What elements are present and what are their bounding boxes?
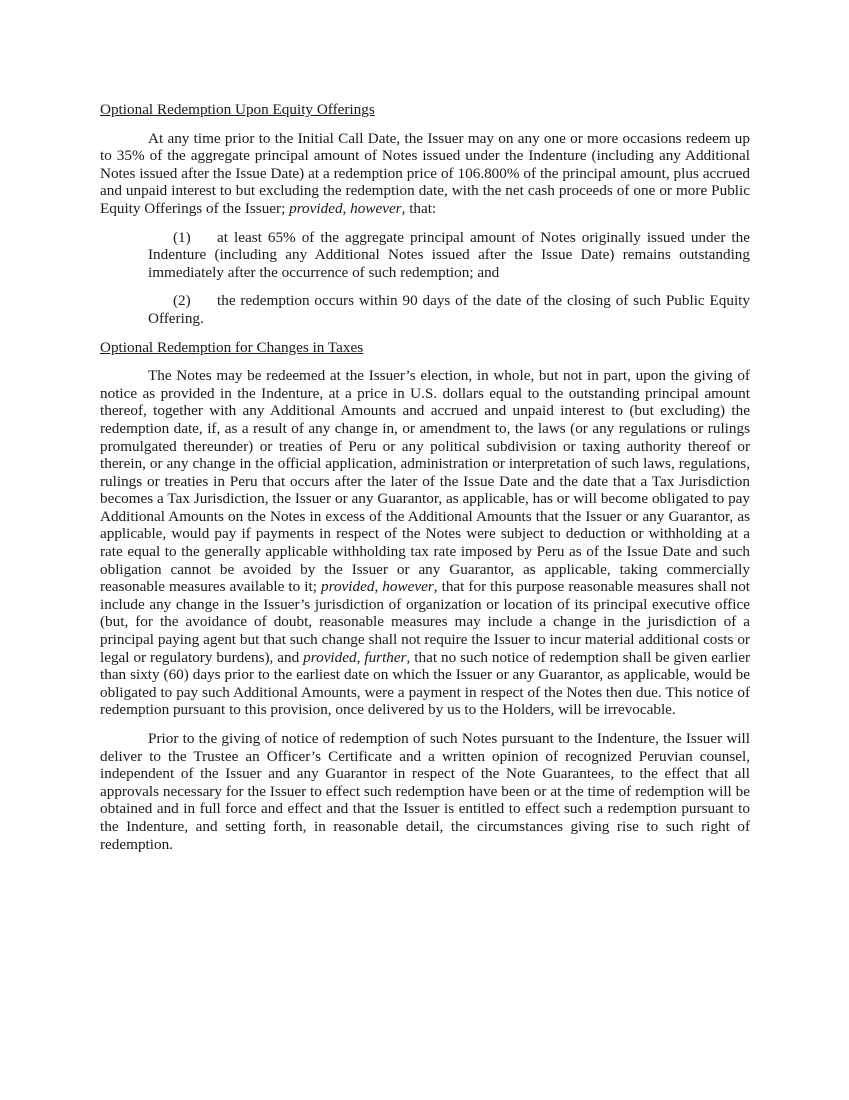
changes-in-taxes-paragraph xyxy=(100,367,750,719)
document-body xyxy=(100,101,750,864)
intro-comma: , xyxy=(342,199,351,217)
taxes-further: further xyxy=(364,648,407,666)
intro-provided: provided xyxy=(289,199,343,217)
taxes-provided: provided xyxy=(321,578,375,596)
taxes-text-a: The Notes may be redeemed at the Issuer’s election, in whole, but not in part, upon the giving of notice as provided in the Indenture, at a price in U.S. dollars equal to the outstanding principal amount thereof, together with any Additional Amounts and accrued and unpaid interest to (but excluding) the redemption date, if, as a result of any change in, or amendment to, the laws (or any regulations or rulings promulgated thereunder) or treaties of Peru or any political subdivision or taxing authority thereof or therein, or any change in the official application, administration or interpretation of such laws, regulations, rulings or treaties in Peru that occurs after the later of the Issue Date and the date that a Tax Jurisdiction becomes a Tax Jurisdiction, the Issuer or any Guarantor, as applicable, has or will become obligated to pay Additional Amounts on the Notes in excess of the Additional Amounts that the Issuer or any Guarantor, as applicable, would pay if payments in respect of the Notes were subject to deduction or withholding at a rate equal to the generally applicable withholding tax rate imposed by Peru as of the Issue Date and such obligation cannot be avoided by the Issuer or any Guarantor, as applicable, taking commercially reasonable measures available to it; xyxy=(100,367,750,596)
list-item-text: at least 65% of the aggregate principal amount of Notes originally issued under the Indenture (including any Additional Notes issued after the Issue Date) remains outstanding immediately after the occurrence of such redemption; and xyxy=(148,228,750,281)
list-item-number: (1) xyxy=(173,228,191,246)
intro-however: however xyxy=(350,199,402,217)
taxes-text-b: , that for this purpose reasonable measures shall not include any change in the Issuer’s jurisdiction of organization or location of its principal executive office (but, for the avoidance of doubt, reasonable measures may include a change in the jurisdiction of a principal paying agent but that such change shall not require the Issuer to incur material additional costs or legal or regulatory burdens), and xyxy=(100,578,751,666)
list-item-number: (2) xyxy=(173,292,191,310)
taxes-comma: , xyxy=(374,578,383,596)
taxes-provided-2: provided xyxy=(303,648,357,666)
section-heading-changes-in-taxes: Optional Redemption for Changes in Taxes xyxy=(100,338,364,356)
taxes-however: however xyxy=(382,578,434,596)
intro-end: , that: xyxy=(401,199,437,217)
taxes-comma-2: , xyxy=(356,648,365,666)
list-item xyxy=(148,292,750,327)
list-item xyxy=(148,229,750,282)
opinion-paragraph: Prior to the giving of notice of redemption of such Notes pursuant to the Indenture, the Issuer will deliver to the Trustee an Officer’s Certificate and a written opinion of recognized Peruvian counsel, independent of the Issuer and any Guarantor in respect of the Note Guarantees, to the effect that all approvals necessary for the Issuer to effect such redemption have been or at the time of redemption will be obtained and in full force and effect and that the Issuer is entitled to effect such a redemption pursuant to the Indenture, and setting forth, in reasonable detail, the circumstances giving rise to such right of redemption. xyxy=(100,730,750,853)
section-heading-equity-offerings: Optional Redemption Upon Equity Offerings xyxy=(100,101,375,118)
taxes-text-c: , that no such notice of redemption shall be given earlier than sixty (60) days prior to the earliest date on which the Issuer or any Guarantor, as applicable, would be obligated to pay such Additional Amounts, were a payment in respect of the Notes then due. This notice of redemption pursuant to this provision, once delivered by us to the Holders, will be irrevocable. xyxy=(100,648,751,719)
equity-offerings-intro-paragraph xyxy=(100,130,750,218)
list-item-text: the redemption occurs within 90 days of the date of the closing of such Public Equity Offering. xyxy=(148,292,750,327)
intro-text: At any time prior to the Initial Call Date, the Issuer may on any one or more occasions redeem up to 35% of the aggregate principal amount of Notes issued under the Indenture (including any Additional Notes issued after the Issue Date) at a redemption price of 106.800% of the principal amount, plus accrued and unpaid interest to but excluding the redemption date, with the net cash proceeds of one or more Public Equity Offerings of the Issuer; xyxy=(100,129,750,217)
